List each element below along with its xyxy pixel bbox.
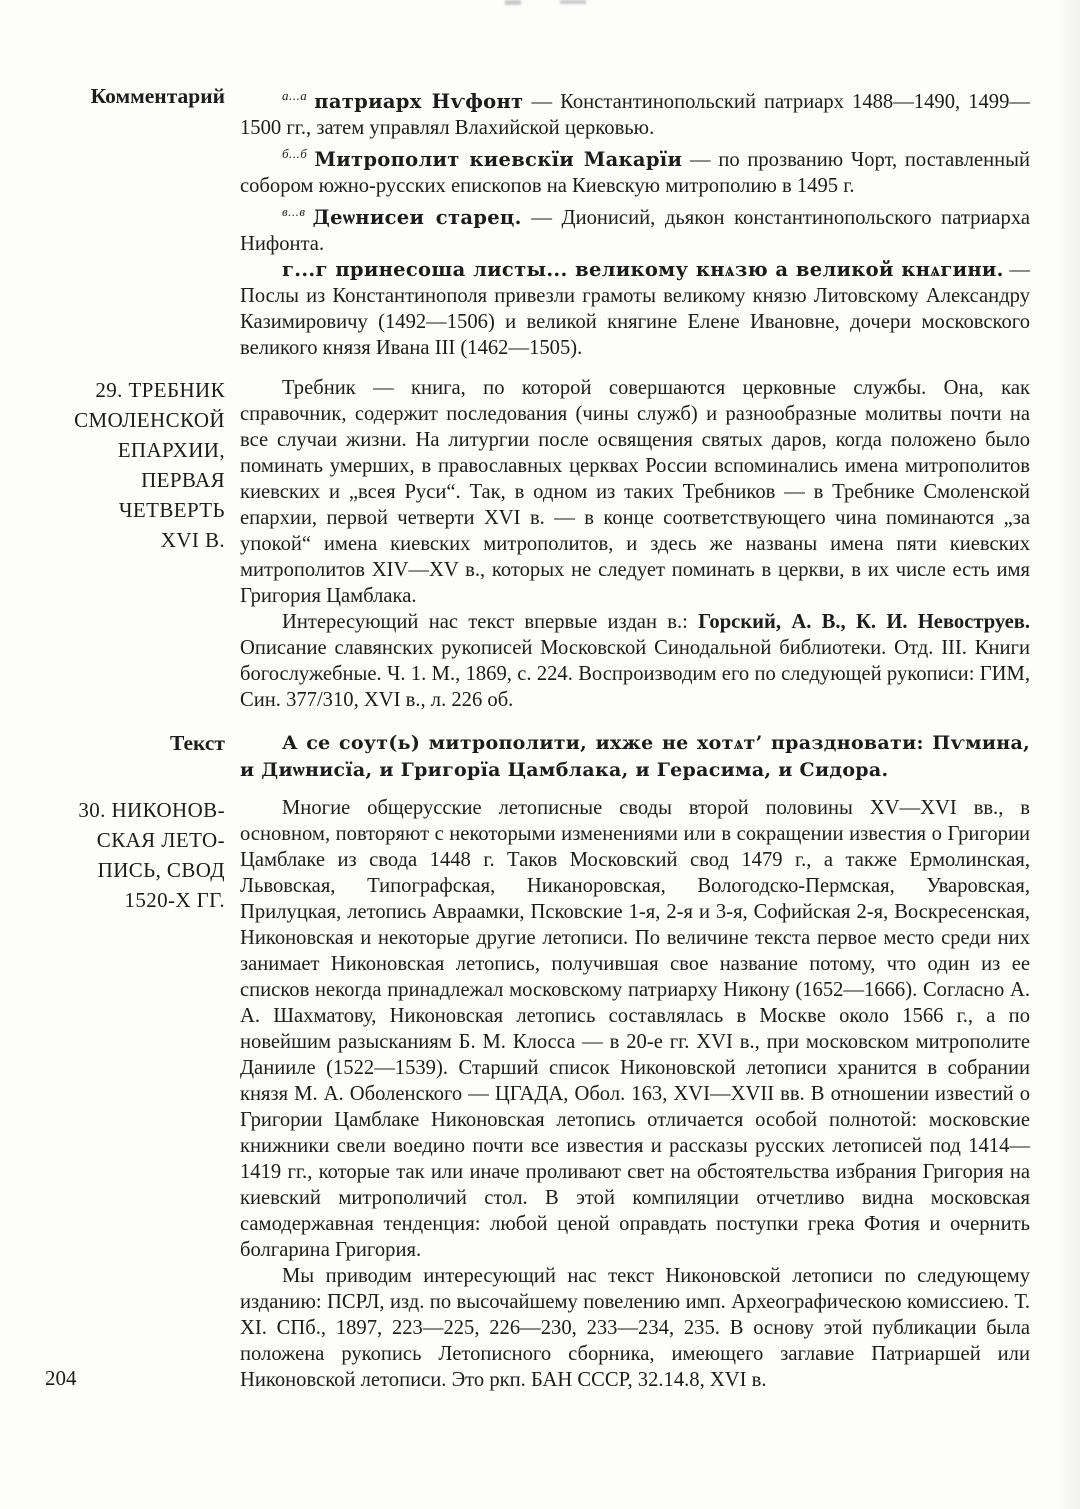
footnote-text: — Дионисий, дьякон константинопольского патриарха Нифонта. [240, 206, 1030, 255]
slavonic-quotation: А се соут(ь) митрополити, ихже не хотѧт’ праздновати: Пѵмина, и Диѡнисїа, и Григорїа Цамблака, и Герасима, и Сидора. [240, 731, 1030, 781]
heading-line: СКАЯ ЛЕТО- [96, 827, 225, 852]
section-30-nikon-chronicle [0, 795, 1080, 1393]
heading-line: XVI В. [160, 527, 225, 552]
margin-label-text [45, 730, 225, 756]
paragraph-text: Интересующий нас текст впервые издан в.: [282, 610, 699, 633]
section-29-trebnik [0, 375, 1080, 713]
margin-heading-30 [45, 795, 225, 915]
commentary-body [240, 83, 1030, 361]
footnote-b [240, 141, 1030, 199]
margin-heading-29 [45, 375, 225, 555]
heading-line: ПИСЬ, СВОД [97, 857, 225, 882]
text-body [240, 730, 1030, 784]
slavonic-phrase: Митрополит киевскїи Макарїи [314, 147, 683, 171]
slavonic-phrase: патриарх Нѵфонт [314, 89, 524, 113]
margin-label-commentary [45, 83, 225, 109]
heading-line: 29. ТРЕБНИК [95, 377, 225, 402]
footnote-v [240, 199, 1030, 257]
page-number: 204 [45, 1366, 77, 1390]
slavonic-phrase: Деѡнисеи старец. [312, 205, 522, 229]
footnote-marker-v: в...в [282, 203, 306, 219]
text-label: Текст [169, 730, 225, 755]
footnote-text: — Послы из Константинополя привезли грамоты великому князю Литовскому Александру Казимировичу (1492—1506) и великой княгине Елене Ивановне, дочери московского великого князя Ивана III (1462—1505). [240, 258, 1030, 359]
footnote-a [240, 83, 1030, 141]
paragraph: Требник — книга, по которой совершаются церковные службы. Она, как справочник, содержит последования (чины служб) и разнообразные молитвы почти на все случаи жизни. На литургии после освящения святых даров, когда положено было поминать умерших, в православных церквах России вспоминались имена митрополитов киевских и „всея Руси“. Так, в одном из таких Требников — в Требнике Смоленской епархии, первой четверти XVI в. — в конце соответствующего чина поминаются „за упокой“ имена киевских митрополитов, и здесь же названы имена пяти киевских митрополитов XIV—XV в., которых не следует поминать в церкви, в их числе есть имя Григория Цамблака. [240, 376, 1030, 607]
section-text [0, 730, 1080, 784]
heading-line: СМОЛЕНСКОЙ [74, 407, 225, 432]
footnote-marker-a: а...а [282, 88, 308, 103]
heading-line: ЕПАРХИИ, [117, 437, 225, 462]
scan-artifact [560, 0, 586, 4]
paragraph: Мы приводим интересующий нас текст Никоновской летописи по следующему изданию: ПСРЛ, изд. по высочайшему повелению имп. Археографическою комиссиею. Т. XI. СПб., 1897, 223—225, 226—230, 233—234, 235. В основу этой публикации была положена рукопись Летописного сборника, имеющего заглавие Патриаршей или Никоновской летописи. Это ркп. БАН СССР, 32.14.8, XVI в. [240, 1264, 1030, 1391]
paragraph-bibliography [240, 609, 1030, 713]
section-30-body [240, 795, 1030, 1393]
footnote-g [240, 257, 1030, 361]
paragraph: Многие общерусские летописные своды второй половины XV—XVI вв., в основном, повторяют с некоторыми изменениями или в сокращении известия о Григории Цамблаке из свода 1448 г. Таков Московский свод 1479 г., а также Ермолинская, Львовская, Типографская, Никаноровская, Вологодско-Пермская, Уваровская, Прилуцкая, летопись Авраамки, Псковские 1-я, 2-я и 3-я, Софийская 2-я, Воскресенская, Никоновская и некоторые другие летописи. По величине текста первое место среди них занимает Никоновская летопись, получившая свое название потому, что один из ее списков некогда принадлежал московскому патриарху Никону (1652—1666). Согласно А. А. Шахматову, Никоновская летопись составлялась в Москве около 1566 г., а по новейшим разысканиям Б. М. Клосса — в 20-е гг. XVI в., при московском митрополите Данииле (1522—1539). Старший список Никоновской летописи хранится в собрании князя М. А. Оболенского — ЦГАДА, Обол. 163, XVI—XVII вв. В отношении известий о Григории Цамблаке Никоновская летопись отличается особой полнотой: московские книжники свели воедино почти все известия и рассказы русских летописей под 1414—1419 гг., которые так или иначе проливают свет на обстоятельства избрания Григория на киевский митрополичий стол. В этой компиляции отчетливо видна московская самодержавная тенденция: любой ценой оправдать поступки грека Фотия и очернить болгарина Григория. [240, 796, 1030, 1261]
slavonic-phrase: г...г принесоша листы... великому кнѧзю а великой кнѧгини. [282, 257, 1004, 281]
paragraph-text: Описание славянских рукописей Московской Синодальной библиотеки. Отд. III. Книги богослужебные. Ч. 1. М., 1869, с. 224. Воспроизводим его по следующей рукописи: ГИМ, Син. 377/310, XVI в., л. 226 об. [240, 636, 1030, 711]
section-commentary [0, 83, 1080, 361]
heading-line: ЧЕТВЕРТЬ [118, 497, 225, 522]
heading-line: ПЕРВАЯ [141, 467, 225, 492]
heading-line: 30. НИКОНОВ- [78, 797, 225, 822]
footnote-text: — Константинопольский патриарх 1488—1490, 1499—1500 гг., затем управлял Влахийской церковью. [240, 90, 1030, 139]
commentary-label: Комментарий [90, 84, 225, 108]
authors-bold: Горский, А. В., К. И. Невоструев. [698, 610, 1030, 633]
section-29-body [240, 375, 1030, 713]
heading-line: 1520-Х ГГ. [124, 887, 225, 912]
scan-artifact [505, 0, 521, 5]
footnote-marker-b: б...б [282, 145, 308, 161]
footnote-text: — по прозванию Чорт, поставленный собором южно-русских епископов на Киевскую митрополию в 1495 г. [240, 148, 1031, 197]
page-content [0, 83, 1080, 1393]
